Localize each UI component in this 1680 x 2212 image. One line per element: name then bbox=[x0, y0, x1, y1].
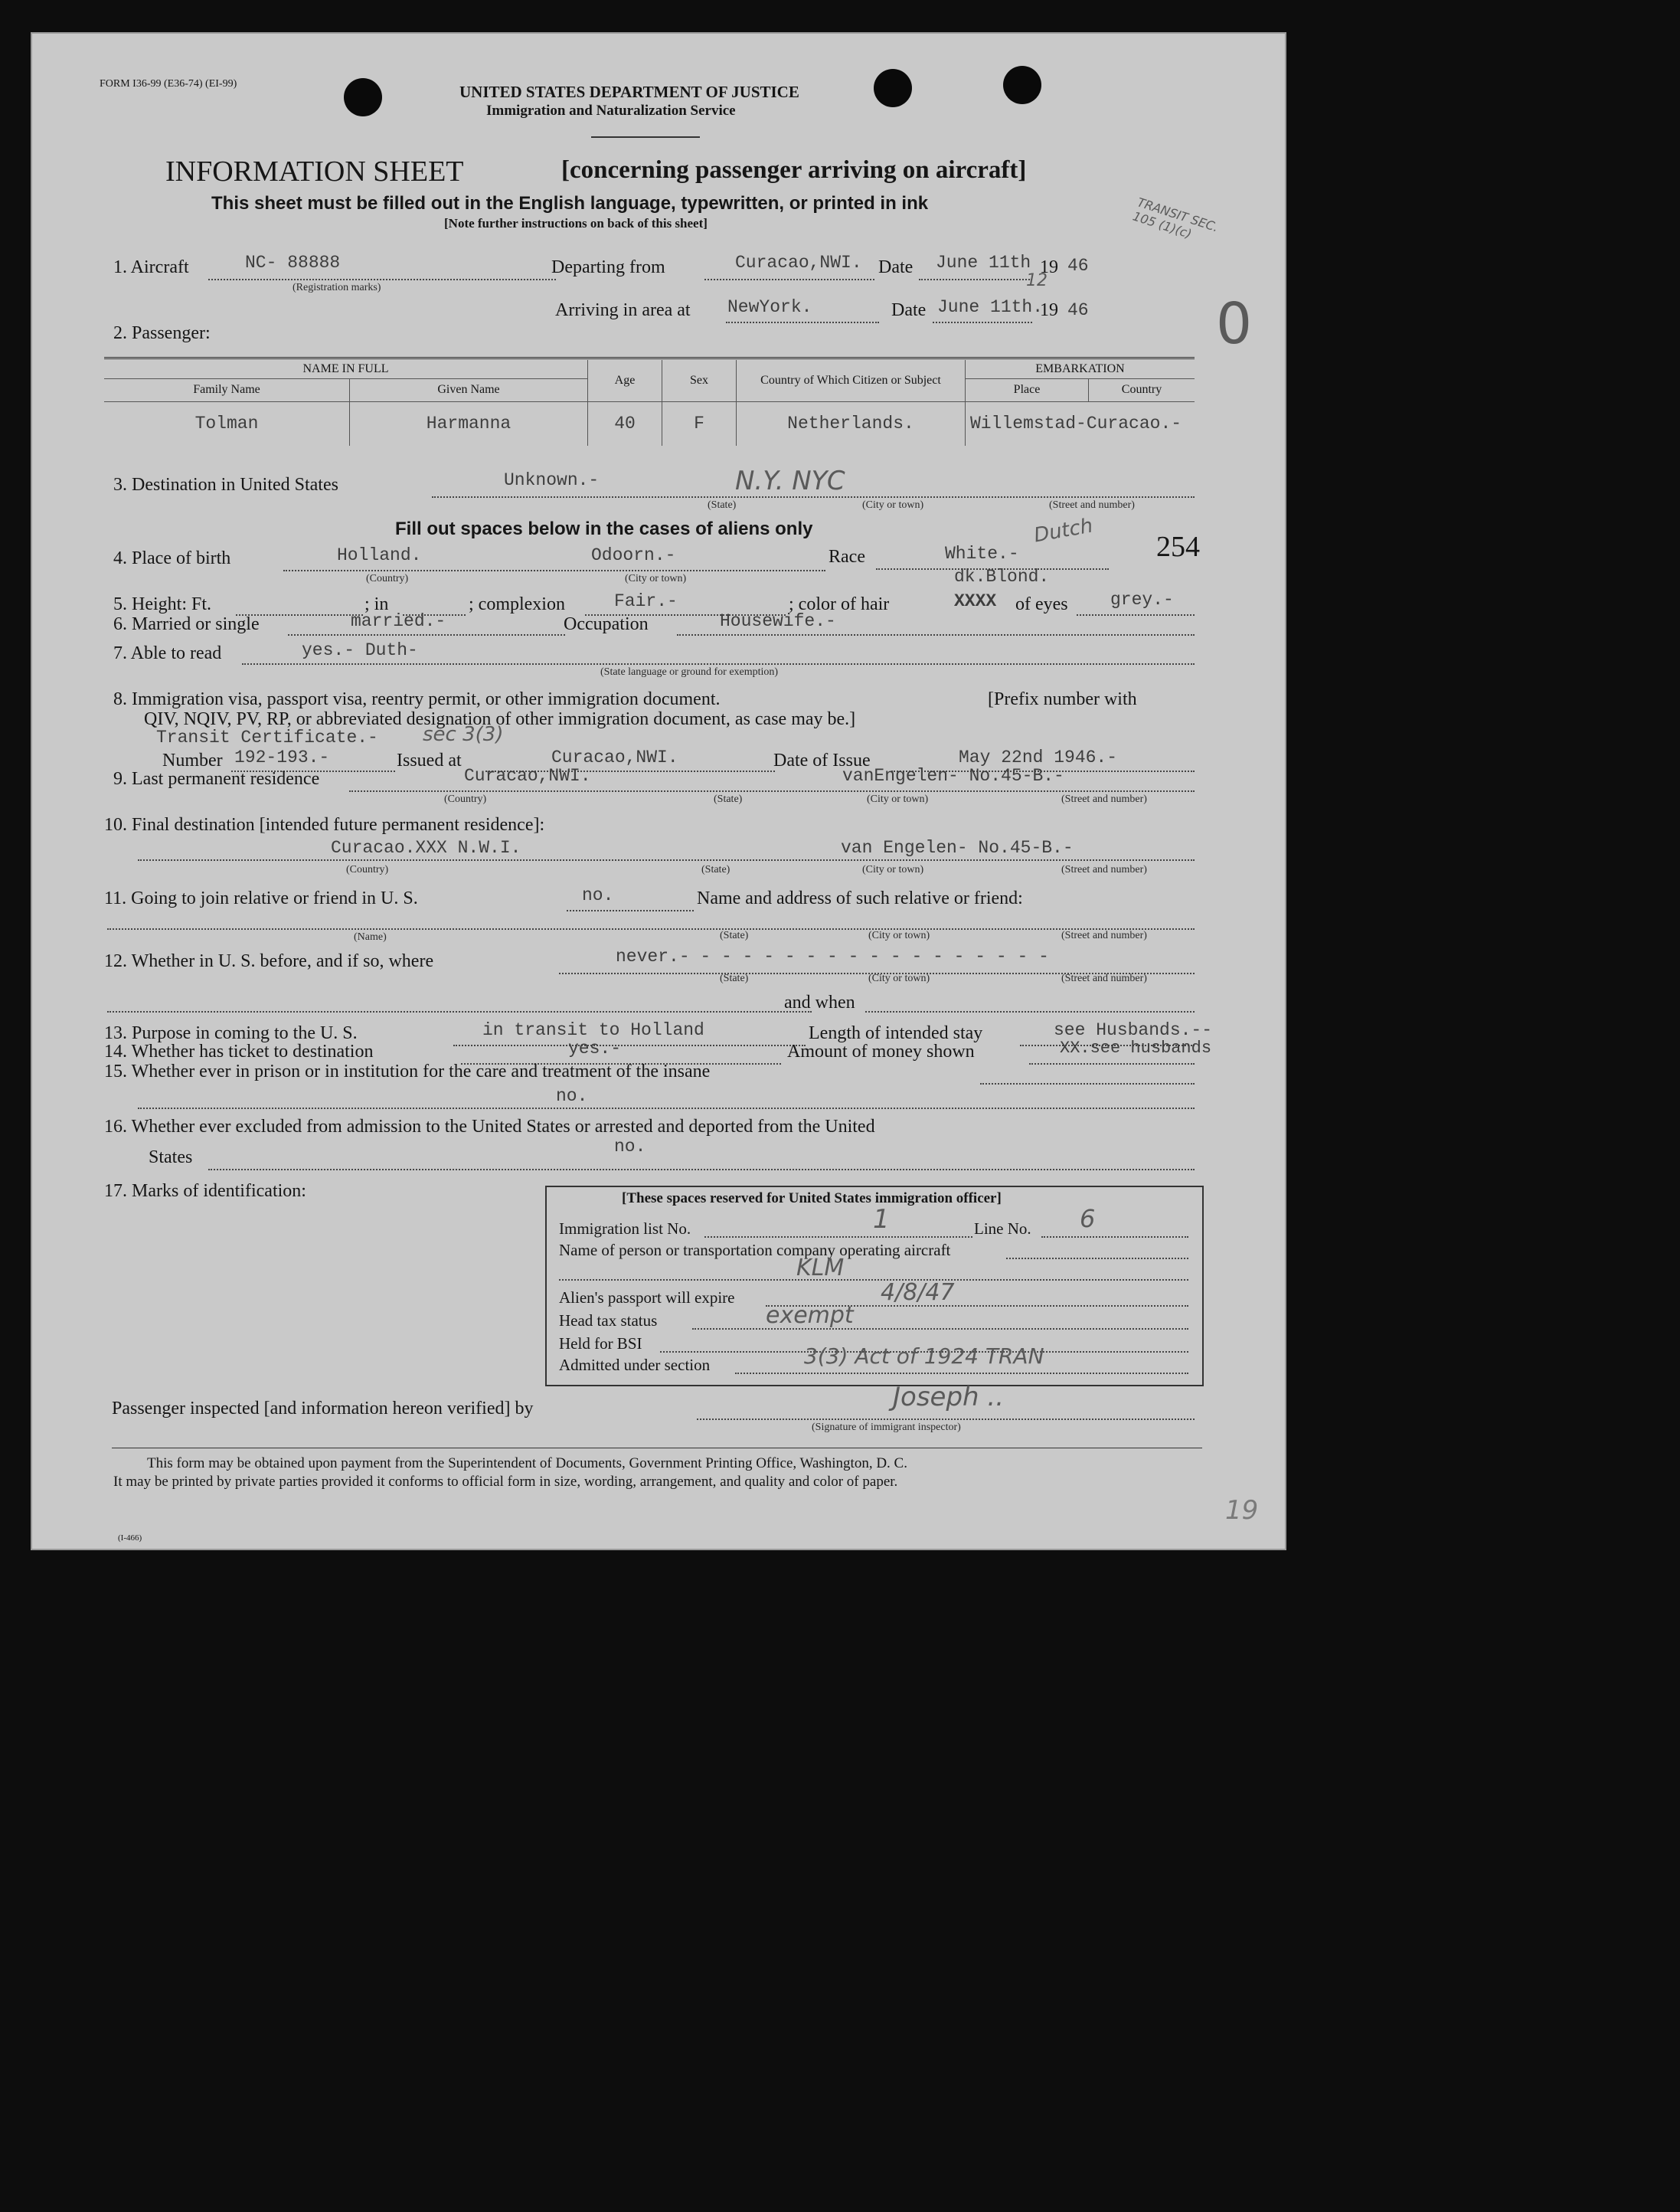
arrival-year-prefix: 19 bbox=[1040, 300, 1058, 320]
final-street-caption: (Street and number) bbox=[1061, 864, 1147, 875]
age-header: Age bbox=[588, 360, 662, 401]
marital-label: 6. Married or single bbox=[113, 614, 260, 634]
citizen-value: Netherlands. bbox=[737, 401, 966, 446]
service-name: Immigration and Naturalization Service bbox=[486, 103, 736, 119]
excluded-label: 16. Whether ever excluded from admission to the United States or arrested and deported from the United bbox=[104, 1117, 875, 1137]
read-value: yes.- Duth- bbox=[302, 640, 418, 660]
hair-value: dk.Blond. bbox=[954, 567, 1050, 587]
final-destination-label: 10. Final destination [intended future permanent residence]: bbox=[104, 815, 545, 835]
line-number: 6 bbox=[1080, 1204, 1096, 1233]
prison-value: no. bbox=[556, 1086, 588, 1106]
punch-hole bbox=[874, 69, 912, 107]
relative-value: no. bbox=[582, 885, 614, 905]
punch-hole bbox=[344, 78, 382, 116]
complexion-label: ; complexion bbox=[469, 594, 565, 614]
departure-date: June 11th bbox=[936, 253, 1031, 273]
previous-visit-value: never.- - - - - - - - - - - - - - - - - - bbox=[616, 947, 1049, 967]
final-destination-country: Curacao.XXX N.W.I. bbox=[331, 838, 521, 858]
final-destination-street: van Engelen- No.45-B.- bbox=[841, 838, 1074, 858]
aliens-heading: Fill out spaces below in the cases of aliens only bbox=[395, 519, 813, 539]
sex-header: Sex bbox=[662, 360, 737, 401]
departing-value: Curacao,NWI. bbox=[735, 253, 862, 273]
passport-expire-label: Alien's passport will expire bbox=[559, 1288, 735, 1307]
head-tax-value: exempt bbox=[766, 1302, 854, 1329]
birth-city-caption: (City or town) bbox=[625, 573, 687, 584]
list-number: 1 bbox=[873, 1204, 890, 1235]
document-handwritten: sec 3(3) bbox=[423, 723, 504, 746]
given-name-header: Given Name bbox=[350, 378, 588, 401]
inspector-signature: Joseph .. bbox=[893, 1382, 1005, 1412]
money-value: XX.see husbands bbox=[1060, 1039, 1212, 1058]
destination-street-caption: (Street and number) bbox=[1049, 499, 1135, 511]
form-sheet bbox=[31, 32, 1286, 1550]
read-label: 7. Able to read bbox=[113, 643, 222, 663]
visit-street-caption: (Street and number) bbox=[1061, 973, 1147, 984]
registration-caption: (Registration marks) bbox=[293, 282, 381, 293]
complexion-value: Fair.- bbox=[614, 591, 678, 611]
destination-label: 3. Destination in United States bbox=[113, 475, 338, 495]
relative-state-caption: (State) bbox=[720, 930, 749, 941]
destination-value: Unknown.- bbox=[504, 470, 600, 490]
list-label: Immigration list No. bbox=[559, 1219, 691, 1238]
birth-country: Holland. bbox=[337, 545, 422, 565]
birthplace-label: 4. Place of birth bbox=[113, 548, 231, 568]
issued-value: Curacao,NWI. bbox=[551, 748, 678, 767]
passenger-table bbox=[104, 360, 1195, 446]
ticket-value: yes.- bbox=[568, 1039, 622, 1059]
purpose-label: 13. Purpose in coming to the U. S. bbox=[104, 1023, 358, 1043]
excluded-label-2: States bbox=[149, 1147, 193, 1167]
birth-country-caption: (Country) bbox=[366, 573, 409, 584]
year-prefix: 19 bbox=[1040, 257, 1058, 277]
eyes-label: of eyes bbox=[1015, 594, 1068, 614]
footer-line-2: It may be printed by private parties provided it conforms to official form in size, wording, arrangement, and quality and color of paper. bbox=[113, 1474, 898, 1490]
height-inches-label: ; in bbox=[364, 594, 389, 614]
section-value: 3(3) Act of 1924 TRAN bbox=[804, 1343, 1044, 1369]
arriving-value: NewYork. bbox=[727, 297, 812, 317]
stay-label: Length of intended stay bbox=[809, 1023, 983, 1043]
instruction-text: This sheet must be filled out in the English language, typewritten, or printed in ink bbox=[211, 193, 929, 214]
section-label: Admitted under section bbox=[559, 1356, 711, 1374]
passport-expire-value: 4/8/47 bbox=[881, 1279, 955, 1306]
operator-value: KLM bbox=[796, 1255, 845, 1281]
embarkation-header: EMBARKATION bbox=[966, 360, 1195, 378]
stay-value: see Husbands.-- bbox=[1054, 1020, 1213, 1040]
date-label: Date bbox=[878, 257, 914, 277]
aircraft-value: NC- 88888 bbox=[245, 253, 341, 273]
height-label: 5. Height: Ft. bbox=[113, 594, 212, 614]
page-number: 254 bbox=[1156, 531, 1200, 563]
final-country-caption: (Country) bbox=[346, 864, 389, 875]
embarkation-value: Willemstad-Curacao.- bbox=[966, 401, 1195, 446]
departure-year: 46 bbox=[1067, 256, 1089, 276]
header-rule bbox=[591, 136, 700, 138]
occupation-label: Occupation bbox=[564, 614, 649, 634]
footer-line-1: This form may be obtained upon payment from the Superintendent of Documents, Government Printing Office, Washington, D. C. bbox=[147, 1455, 907, 1471]
marital-value: married.- bbox=[351, 611, 446, 631]
visit-state-caption: (State) bbox=[720, 973, 749, 984]
issue-date-label: Date of Issue bbox=[773, 751, 871, 771]
punch-hole bbox=[1003, 66, 1041, 104]
issued-label: Issued at bbox=[397, 751, 462, 771]
aircraft-label: 1. Aircraft bbox=[113, 257, 189, 277]
department-name: UNITED STATES DEPARTMENT OF JUSTICE bbox=[459, 83, 799, 101]
transit-stamp: TRANSIT SEC. 105 (1)(c) bbox=[1131, 195, 1221, 242]
destination-state-caption: (State) bbox=[708, 499, 737, 511]
money-label: Amount of money shown bbox=[787, 1042, 975, 1062]
relative-label: 11. Going to join relative or friend in U. S. bbox=[104, 888, 418, 908]
race-value: White.- bbox=[945, 544, 1019, 564]
final-city-caption: (City or town) bbox=[862, 864, 924, 875]
citizen-header: Country of Which Citizen or Subject bbox=[737, 360, 966, 401]
destination-city-caption: (City or town) bbox=[862, 499, 924, 511]
document-label-end: [Prefix number with bbox=[988, 689, 1137, 709]
sex-value: F bbox=[662, 401, 737, 446]
form-subtitle: [concerning passenger arriving on aircraft] bbox=[561, 156, 1027, 184]
birth-city: Odoorn.- bbox=[591, 545, 676, 565]
previous-visit-label: 12. Whether in U. S. before, and if so, where bbox=[104, 951, 434, 971]
corner-mark: 19 bbox=[1225, 1495, 1259, 1526]
arrival-date-label: Date bbox=[891, 300, 927, 320]
arrival-date: June 11th. bbox=[937, 297, 1044, 317]
place-header: Place bbox=[966, 378, 1089, 401]
when-label: and when bbox=[784, 993, 855, 1013]
form-title: INFORMATION SHEET bbox=[165, 155, 464, 188]
occupation-value: Housewife.- bbox=[720, 611, 836, 631]
relative-name-caption: (Name) bbox=[354, 931, 387, 943]
residence-country: Curacao,NWI. bbox=[464, 766, 591, 786]
purpose-value: in transit to Holland bbox=[482, 1020, 704, 1040]
prison-label: 15. Whether ever in prison or in institution for the care and treatment of the insane bbox=[104, 1062, 711, 1081]
residence-street-caption: (Street and number) bbox=[1061, 794, 1147, 805]
instruction-note: [Note further instructions on back of this sheet] bbox=[444, 216, 708, 231]
residence-country-caption: (Country) bbox=[444, 794, 487, 805]
head-tax-label: Head tax status bbox=[559, 1311, 658, 1330]
race-label: Race bbox=[829, 547, 865, 567]
read-caption: (State language or ground for exemption) bbox=[600, 666, 779, 678]
line-label: Line No. bbox=[974, 1219, 1031, 1238]
doc-number-value: 192-193.- bbox=[234, 748, 330, 767]
identification-label: 17. Marks of identification: bbox=[104, 1181, 306, 1201]
given-name-value: Harmanna bbox=[350, 401, 588, 446]
doc-number-label: Number bbox=[162, 751, 223, 771]
visit-city-caption: (City or town) bbox=[868, 973, 930, 984]
signature-caption: (Signature of immigrant inspector) bbox=[812, 1422, 961, 1433]
passenger-label: 2. Passenger: bbox=[113, 323, 211, 343]
departing-label: Departing from bbox=[551, 257, 665, 277]
officer-box-title: [These spaces reserved for United States immigration officer] bbox=[622, 1190, 1002, 1206]
relative-city-caption: (City or town) bbox=[868, 930, 930, 941]
form-code: (I-466) bbox=[118, 1533, 142, 1543]
embarkation-country-header: Country bbox=[1089, 378, 1195, 401]
form-number: FORM I36-99 (E36-74) (EI-99) bbox=[100, 78, 237, 90]
excluded-value: no. bbox=[614, 1137, 646, 1157]
residence-state-caption: (State) bbox=[714, 794, 743, 805]
arrival-date-correction: 12 bbox=[1026, 271, 1048, 290]
arriving-label: Arriving in area at bbox=[555, 300, 691, 320]
destination-handwritten: N.Y. NYC bbox=[735, 466, 845, 496]
issue-date-value: May 22nd 1946.- bbox=[959, 748, 1118, 767]
relative-label-2: Name and address of such relative or friend: bbox=[697, 888, 1023, 908]
residence-label: 9. Last permanent residence bbox=[113, 769, 320, 789]
document-label: 8. Immigration visa, passport visa, reentry permit, or other immigration document. bbox=[113, 689, 721, 709]
ticket-label: 14. Whether has ticket to destination bbox=[104, 1042, 374, 1062]
hair-label: ; color of hair bbox=[789, 594, 890, 614]
document-label-2: QIV, NQIV, PV, RP, or abbreviated designation of other immigration document, as case may be.] bbox=[144, 709, 856, 729]
name-in-full-header: NAME IN FULL bbox=[302, 362, 389, 375]
race-handwritten: Dutch bbox=[1031, 514, 1095, 548]
residence-street: vanEngelen- No.45-B.- bbox=[842, 766, 1064, 786]
residence-city-caption: (City or town) bbox=[867, 794, 929, 805]
age-value: 40 bbox=[588, 401, 662, 446]
relative-street-caption: (Street and number) bbox=[1061, 930, 1147, 941]
operator-label: Name of person or transportation company operating aircraft bbox=[559, 1241, 951, 1259]
circle-mark: 0 bbox=[1216, 291, 1253, 357]
final-state-caption: (State) bbox=[701, 864, 731, 875]
inspected-label: Passenger inspected [and information hereon verified] by bbox=[112, 1399, 534, 1418]
hair-struck-text: XXXX bbox=[954, 591, 997, 611]
eyes-value: grey.- bbox=[1110, 590, 1174, 610]
arrival-year: 46 bbox=[1067, 300, 1089, 320]
document-value: Transit Certificate.- bbox=[156, 728, 378, 748]
bsi-label: Held for BSI bbox=[559, 1334, 642, 1353]
family-name-header: Family Name bbox=[104, 378, 350, 401]
family-name-value: Tolman bbox=[194, 414, 259, 434]
